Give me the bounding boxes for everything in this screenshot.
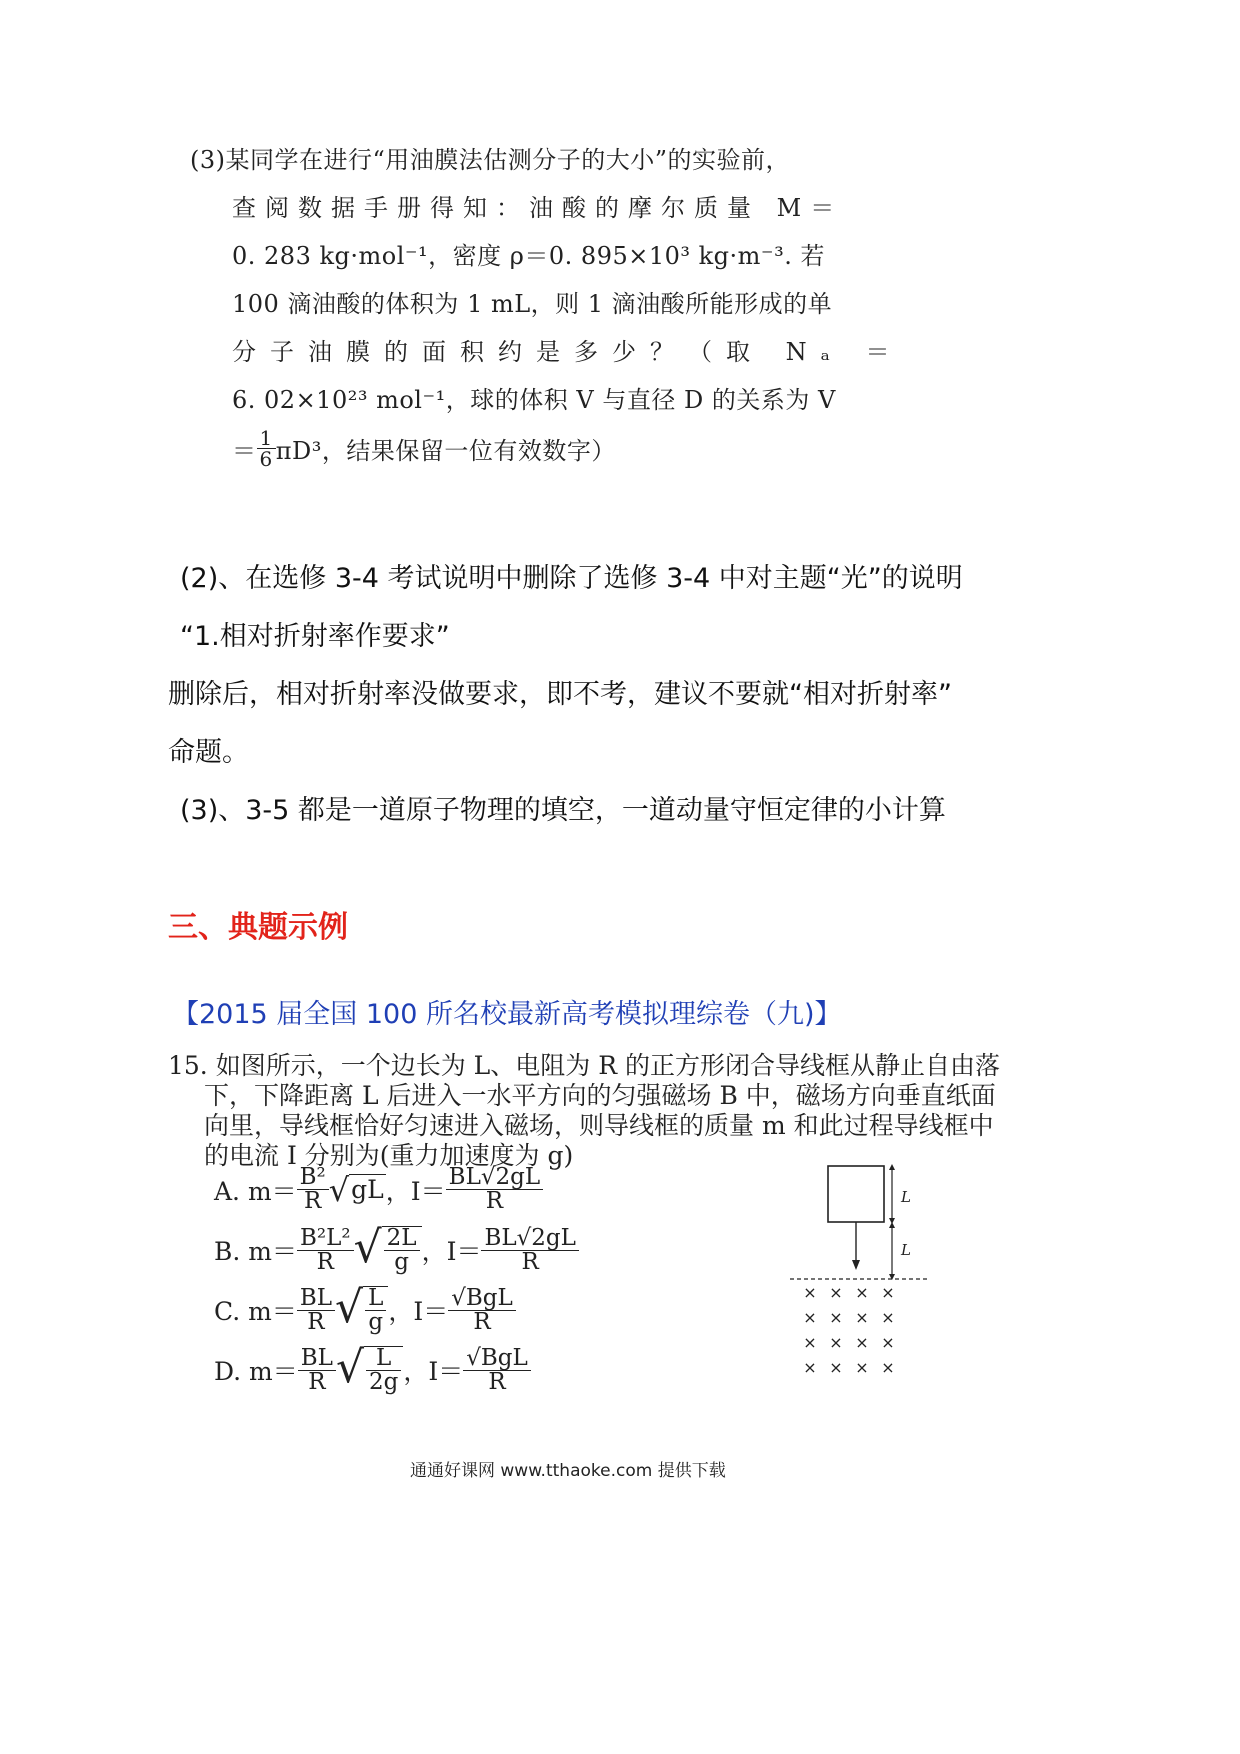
field-x-symbol: × xyxy=(881,1358,895,1377)
option-a-sqrt: √ gL xyxy=(328,1170,384,1209)
field-x-symbol: × xyxy=(829,1283,843,1302)
option-d-root-fraction xyxy=(364,1346,403,1394)
option-c-m-den: R xyxy=(307,1308,325,1335)
section-heading: 三、典题示例 xyxy=(168,910,348,945)
equals-sign: ＝ xyxy=(232,437,257,465)
option-a-i-label: ，I＝ xyxy=(385,1176,446,1206)
problem3-line6: 6. 02×10²³ mol⁻¹，球的体积 V 与直径 D 的关系为 V xyxy=(232,386,836,414)
option-c-i-fraction xyxy=(448,1284,516,1335)
note-p2-line1: (2)、在选修 3-4 考试说明中删除了选修 3-4 中对主题“光”的说明 xyxy=(180,563,963,594)
option-b-sqrt: √ $\frac{2L}{g}$ xyxy=(354,1226,422,1274)
option-c-root-num: L xyxy=(365,1287,386,1311)
option-d-label: D. m＝ xyxy=(214,1357,298,1386)
field-x-symbol: × xyxy=(881,1308,895,1327)
field-x-symbol: × xyxy=(803,1333,817,1352)
fraction-numerator: 1 xyxy=(257,428,276,449)
field-x-symbol: × xyxy=(803,1283,817,1302)
fall-arrow-head xyxy=(852,1260,860,1270)
q15-line4: 的电流 I 分别为(重力加速度为 g) xyxy=(204,1141,574,1170)
option-c-root-den: g xyxy=(368,1309,384,1335)
dimension-arrow-mid-up xyxy=(889,1222,895,1228)
option-c[interactable] xyxy=(214,1282,516,1335)
q15-line3: 向里，导线框恰好匀速进入磁场，则导线框的质量 m 和此过程导线框中 xyxy=(204,1111,994,1140)
option-d-m-num: BL xyxy=(298,1347,336,1371)
note-p2-line4: 命题。 xyxy=(168,737,249,768)
option-a-label: A. m＝ xyxy=(214,1176,297,1206)
option-d-i-den: R xyxy=(488,1368,506,1395)
option-b-m-num: B²L² xyxy=(297,1227,354,1251)
option-c-root-fraction xyxy=(363,1286,388,1334)
option-d-i-label: ，I＝ xyxy=(403,1357,464,1386)
source-heading: 【2015 届全国 100 所名校最新高考模拟理综卷（九)】 xyxy=(172,999,842,1030)
field-x-symbol: × xyxy=(803,1308,817,1327)
field-x-symbol: × xyxy=(803,1358,817,1377)
option-a-i-den: R xyxy=(485,1188,504,1214)
option-b-root-num: 2L xyxy=(384,1227,420,1251)
option-a-root-body: gL xyxy=(351,1174,384,1204)
problem3-line1: (3)某同学在进行“用油膜法估测分子的大小”的实验前， xyxy=(190,146,791,174)
label-l-top: L xyxy=(901,1188,911,1206)
line7-suffix: πD³，结果保留一位有效数字） xyxy=(275,437,616,465)
option-d-m-den: R xyxy=(308,1368,326,1395)
field-x-symbol: × xyxy=(829,1358,843,1377)
option-c-i-den: R xyxy=(473,1308,491,1335)
one-sixth-fraction xyxy=(257,428,276,469)
option-b-i-den: R xyxy=(521,1248,539,1275)
option-a-i-num: BL√2gL xyxy=(446,1166,543,1190)
option-d-sqrt: √ $\frac{L}{2g}$ xyxy=(336,1346,403,1394)
option-c-m-num: BL xyxy=(297,1287,335,1311)
field-x-symbol: × xyxy=(881,1283,895,1302)
option-a-m-num: B² xyxy=(297,1166,329,1190)
field-x-symbol: × xyxy=(829,1333,843,1352)
problem3-line7 xyxy=(232,428,616,469)
field-x-symbol: × xyxy=(855,1308,869,1327)
option-c-m-fraction xyxy=(297,1284,335,1335)
option-b-m-den: R xyxy=(316,1248,334,1275)
q15-line2: 下，下降距离 L 后进入一水平方向的匀强磁场 B 中，磁场方向垂直纸面 xyxy=(204,1081,996,1110)
option-a[interactable] xyxy=(214,1166,543,1213)
problem3-line4: 100 滴油酸的体积为 1 mL，则 1 滴油酸所能形成的单 xyxy=(232,290,833,318)
footer-text: 通通好课网 www.tthaoke.com 提供下载 xyxy=(410,1461,726,1481)
option-b[interactable] xyxy=(214,1222,579,1275)
option-d-root-num: L xyxy=(366,1347,401,1371)
option-b-i-num: BL√2gL xyxy=(481,1227,578,1251)
wire-frame-square xyxy=(828,1166,884,1222)
option-d-i-fraction xyxy=(463,1344,531,1395)
field-x-symbol: × xyxy=(855,1283,869,1302)
problem3-line3: 0. 283 kg·mol⁻¹，密度 ρ＝0. 895×10³ kg·m⁻³. 若 xyxy=(232,242,825,270)
option-d[interactable] xyxy=(214,1342,531,1395)
option-d-m-fraction xyxy=(298,1344,336,1395)
option-a-m-den: R xyxy=(304,1188,322,1214)
option-c-i-num: √BgL xyxy=(448,1287,516,1311)
field-x-symbol: × xyxy=(881,1333,895,1352)
option-b-label: B. m＝ xyxy=(214,1237,297,1266)
option-b-i-label: ，I＝ xyxy=(421,1237,482,1266)
option-a-i-fraction xyxy=(446,1166,543,1213)
option-d-i-num: √BgL xyxy=(463,1347,531,1371)
option-b-m-fraction xyxy=(297,1224,354,1275)
option-a-m-fraction xyxy=(297,1166,329,1213)
fraction-denominator: 6 xyxy=(259,447,273,471)
option-c-sqrt: √ $\frac{L}{g}$ xyxy=(335,1286,388,1334)
label-l-bottom: L xyxy=(901,1241,911,1259)
note-p2-line2: “1.相对折射率作要求” xyxy=(180,621,450,652)
field-x-symbol: × xyxy=(829,1308,843,1327)
q15-line1: 15. 如图所示，一个边长为 L、电阻为 R 的正方形闭合导线框从静止自由落 xyxy=(168,1051,1000,1080)
note-p3-line1: (3)、3-5 都是一道原子物理的填空，一道动量守恒定律的小计算 xyxy=(180,795,946,826)
problem3-line2: 查阅数据手册得知：油酸的摩尔质量 M＝ xyxy=(232,194,844,222)
problem3-line5: 分子油膜的面积约是多少？（取 Nₐ ＝ xyxy=(232,338,904,366)
option-b-root-fraction xyxy=(382,1226,422,1274)
field-symbols-grid xyxy=(803,1283,894,1377)
magnetic-field-figure xyxy=(780,1160,960,1400)
option-b-root-den: g xyxy=(394,1249,409,1275)
option-b-i-fraction xyxy=(481,1224,578,1275)
note-p2-line3: 删除后，相对折射率没做要求，即不考，建议不要就“相对折射率” xyxy=(168,679,952,710)
field-x-symbol: × xyxy=(855,1333,869,1352)
option-d-root-den: 2g xyxy=(369,1369,399,1395)
field-x-symbol: × xyxy=(855,1358,869,1377)
dimension-arrow-top xyxy=(889,1164,895,1170)
option-c-label: C. m＝ xyxy=(214,1297,297,1326)
option-c-i-label: ，I＝ xyxy=(388,1297,449,1326)
